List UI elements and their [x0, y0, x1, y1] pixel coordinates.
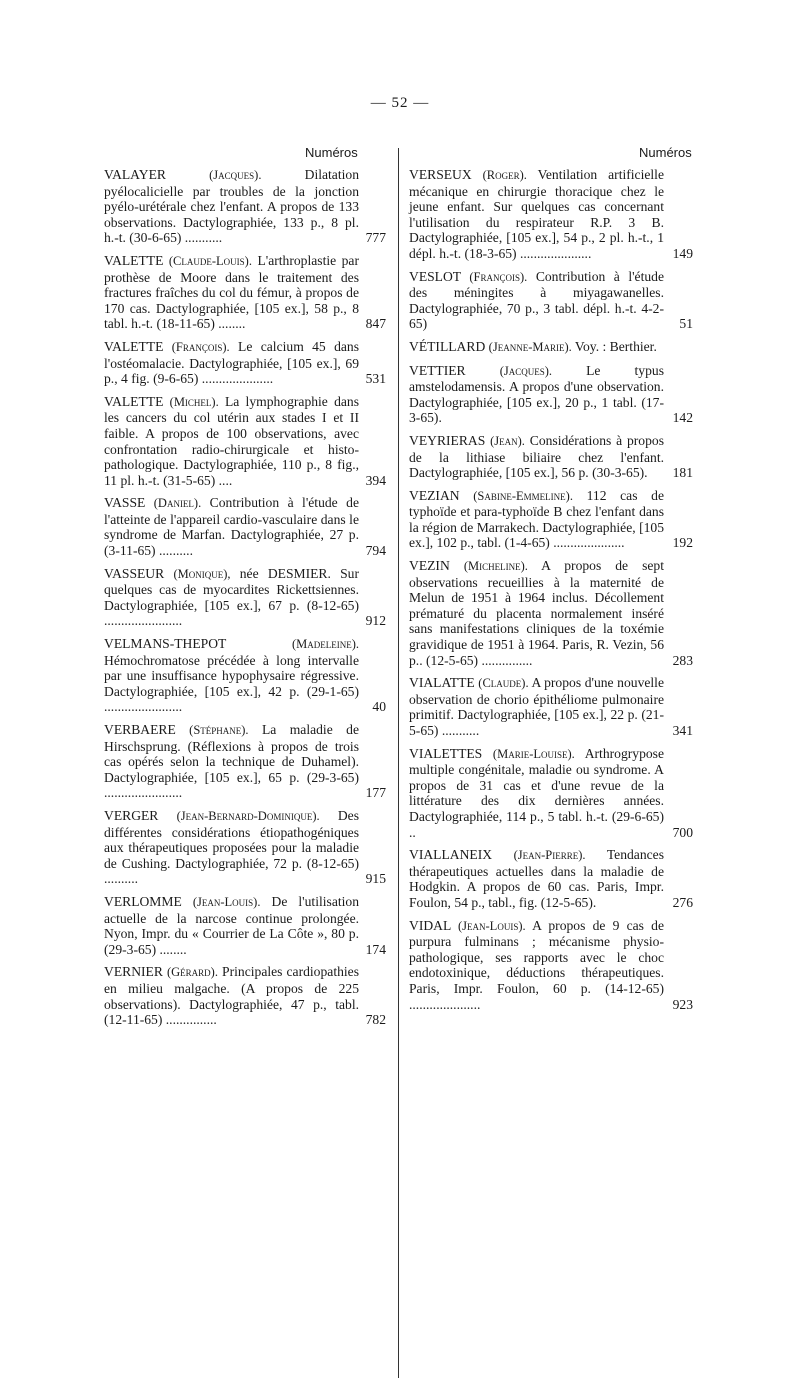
thesis-number: 181: [672, 465, 693, 481]
entry-text: [409, 675, 664, 738]
thesis-description: Contribution à l'étude de l'atteinte de l'appareil cardio-vasculaire dans le syndrome de Marfan. Dactylographiée, 27 p. (3-11-65) ..........: [104, 495, 359, 559]
author-surname: VIALATTE: [409, 675, 475, 691]
thesis-description: Ventilation artificielle mécanique en chirurgie thoracique chez le jeune enfant. Sur quelques cas concernant l'utilisation du respirateur R.P. 3 B. Dactylographiée, [105 ex.], 54 p., 2 pl. h.-t., 1 dépl. h.-t. (18-3-65) .....................: [409, 167, 664, 261]
author-forename: (Gérard).: [166, 965, 218, 980]
bibliography-entry: [409, 746, 693, 841]
author-surname: VERNIER: [104, 964, 163, 980]
author-surname: VELMANS-THEPOT: [104, 636, 227, 652]
author-forename: (Jean-Louis).: [458, 918, 526, 933]
author-forename: (Sabine-Emmeline).: [473, 488, 573, 503]
author-surname: VERSEUX: [409, 167, 472, 182]
author-forename: (Monique),: [173, 566, 231, 581]
bibliography-entry: [104, 167, 386, 246]
thesis-number: 847: [365, 316, 386, 332]
thesis-description: Voy. : Berthier.: [574, 338, 657, 354]
bibliography-entry: [409, 558, 693, 668]
thesis-number: 923: [672, 996, 693, 1012]
entry-text: [104, 394, 359, 489]
thesis-description: A propos de 9 cas de purpura fulminans ; mécanisme physio-pathologique, ses rapports avec le choc endotoxinique, déductions thérapeutiques. Paris, Impr. Foulon, 60 p. (14-12-65) .....................: [409, 917, 665, 1012]
entry-text: [409, 488, 664, 551]
entry-text: [409, 339, 664, 356]
thesis-number: 782: [365, 1012, 386, 1028]
thesis-number: 794: [365, 543, 386, 559]
thesis-description: Principales cardiopathies en milieu malgache. (A propos de 225 observations). Dactylographiée, 47 p., tabl. (12-11-65) ...............: [104, 964, 359, 1028]
author-forename: (Claude).: [478, 676, 529, 691]
bibliography-entry: [409, 433, 693, 481]
thesis-description: née DESMIER. Sur quelques cas de myocardites Rickettsiennes. Dactylographiée, [105 ex.], 67 p. (8-12-65) .......................: [104, 565, 359, 629]
column-divider: [398, 148, 399, 1378]
author-surname: VEZIN: [409, 558, 450, 574]
thesis-number: 341: [672, 723, 693, 738]
thesis-number: 283: [672, 652, 693, 668]
entry-text: [104, 636, 359, 715]
entry-text: [104, 167, 359, 246]
bibliography-entry: [104, 722, 386, 801]
page-number: — 52 —: [370, 95, 430, 111]
entry-text: [104, 253, 359, 332]
bibliography-entry: [104, 808, 386, 887]
author-forename: (François).: [171, 339, 230, 354]
author-surname: VÉTILLARD: [409, 338, 486, 354]
thesis-description: La maladie de Hirschsprung. (Réflexions à propos de trois cas opérés selon la technique de Duhamel). Dactylographiée, [105 ex.], 65 p. (29-3-65) .......................: [104, 722, 359, 801]
bibliography-entry: [409, 918, 693, 1013]
bibliography-entry: [104, 964, 386, 1027]
author-surname: VIALETTES: [409, 745, 483, 761]
author-surname: VIALLANEIX: [409, 847, 493, 863]
left-column-heading: Numéros: [305, 145, 358, 160]
bibliography-entry: [104, 495, 386, 558]
thesis-description: La lymphographie dans les cancers du col utérin aux stades I et II faible. A propos de 100 observations, avec confrontation radio-chirurgicale et histo-pathologique. Dactylographiée, 110 p., 8 fig., 11 pl. h.-t. (31-5-65) ....: [104, 393, 359, 488]
bibliography-entry: [409, 339, 693, 356]
entry-text: [409, 847, 664, 910]
bibliography-entry: [104, 566, 386, 629]
thesis-number: 149: [672, 245, 693, 261]
author-surname: VASSEUR: [104, 565, 165, 581]
entry-text: [104, 339, 359, 387]
thesis-description: 112 cas de typhoïde et para-typhoïde B chez l'enfant dans la région de Marrakech. Dactylographiée, [105 ex.], 102 p., tabl. (1-4-65) .....................: [409, 487, 664, 551]
thesis-number: 394: [365, 472, 386, 488]
author-surname: VALETTE: [104, 338, 164, 354]
left-column: [104, 167, 386, 1035]
thesis-number: 276: [672, 894, 693, 910]
bibliography-entry: [409, 847, 693, 910]
entry-text: [409, 918, 664, 1013]
entry-text: [104, 964, 359, 1027]
entry-text: [409, 746, 664, 841]
entry-text: [104, 894, 359, 957]
thesis-number: 777: [365, 230, 386, 246]
bibliography-entry: [104, 894, 386, 957]
author-surname: VEZIAN: [409, 487, 460, 503]
thesis-number: 174: [365, 941, 386, 957]
thesis-description: Hémochromatose précédée à long intervalle par une insuffisance hypophysaire régressive. Dactylographiée, [105 ex.], 42 p. (29-1-65) .......................: [104, 652, 359, 715]
author-surname: VIDAL: [409, 917, 451, 933]
thesis-description: Le calcium 45 dans l'ostéomalacie. Dactylographiée, [105 ex.], 69 p., 4 fig. (9-6-65) .....................: [104, 338, 359, 387]
thesis-number: 177: [365, 785, 386, 801]
author-surname: VERBAERE: [104, 722, 176, 737]
author-forename: (Madeleine).: [291, 637, 359, 652]
thesis-number: 531: [365, 371, 386, 387]
bibliography-entry: [409, 488, 693, 551]
author-forename: (Micheline).: [463, 559, 528, 574]
bibliography-entry: [104, 253, 386, 332]
right-column-heading: Numéros: [639, 145, 692, 160]
author-forename: (Roger).: [482, 168, 527, 182]
entry-text: [104, 722, 359, 801]
author-forename: (Jean-Louis).: [192, 894, 261, 909]
entry-text: [409, 363, 664, 426]
author-surname: VASSE: [104, 495, 146, 511]
author-forename: (Claude-Louis).: [168, 253, 252, 268]
thesis-description: L'arthroplastie par prothèse de Moore dans le traitement des fractures fraîches du col du fémur, à propos de 170 cas. Dactylographiée, [105 ex.], 58 p., 8 tabl. h.-t. (18-11-65) ........: [104, 252, 359, 332]
entry-text: [104, 495, 359, 558]
right-column: [409, 167, 693, 1019]
author-forename: (Jean-Bernard-Dominique).: [176, 808, 320, 823]
author-forename: (Daniel).: [153, 496, 202, 511]
entry-text: [409, 167, 664, 262]
author-surname: VALETTE: [104, 252, 164, 268]
thesis-number: 915: [365, 871, 386, 887]
author-surname: VALETTE: [104, 393, 164, 409]
thesis-description: Des différentes considérations étiopathogéniques aux thérapeutiques proposées pour la maladie de Cushing. Dactylographiée, 72 p. (8-12-65) ..........: [104, 807, 359, 887]
thesis-description: Contribution à l'étude des méningites à miyagawanelles. Dactylographiée, 70 p., 3 tabl. dépl. h.-t. 4-2-65): [409, 268, 664, 332]
author-forename: (Jacques).: [209, 168, 262, 182]
author-surname: VERGER: [104, 807, 159, 823]
thesis-description: Arthrogrypose multiple congénitale, maladie ou syndrome. A propos de 31 cas et d'une revue de la littérature des dix dernières années. Dactylographiée, 114 p., 5 tabl. h.-t. (29-6-65) ..: [409, 745, 664, 840]
entry-text: [409, 558, 664, 668]
bibliography-entry: [409, 675, 693, 738]
thesis-number: 700: [672, 824, 693, 840]
bibliography-entry: [409, 363, 693, 426]
author-forename: (Stéphane).: [189, 723, 249, 737]
thesis-description: Considérations à propos de la lithiase biliaire chez l'enfant. Dactylographiée, [105 ex.], 56 p. (30-3-65).: [409, 432, 664, 481]
author-forename: (François).: [469, 269, 528, 284]
bibliography-entry: [104, 394, 386, 489]
entry-text: [409, 433, 664, 481]
thesis-number: 912: [365, 613, 386, 629]
author-forename: (Jacques).: [499, 363, 553, 378]
thesis-description: A propos de sept observations recueillies à la maternité de Melun de 1951 à 1964 inclus. Décollement prématuré du placenta normalement inséré sans manifestations cliniques de la toxémie gravidique de 1951 à 1964. Paris, R. Vezin, 56 p.. (12-5-65) ...............: [409, 558, 665, 668]
thesis-description: Dilatation pyélocalicielle par troubles de la jonction pyélo-urétérale chez l'enfant. A propos de 133 observations. Dactylographiée, 133 p., 8 pl. h.-t. (30-6-65) ...........: [104, 167, 359, 246]
author-forename: (Michel).: [169, 394, 219, 409]
author-surname: VALAYER: [104, 167, 166, 182]
author-forename: (Jeanne-Marie).: [488, 339, 572, 354]
entry-text: [409, 269, 664, 332]
bibliography-entry: [104, 339, 386, 387]
thesis-description: A propos d'une nouvelle observation de chorio épithéliome pulmonaire primitif. Dactylographiée, [105 ex.], 22 p. (21-5-65) ...........: [409, 675, 664, 738]
author-forename: (Marie-Louise).: [492, 746, 575, 761]
author-surname: VEYRIERAS: [409, 432, 486, 448]
entry-text: [104, 566, 359, 629]
thesis-description: De l'utilisation actuelle de la narcose continue prolongée. Nyon, Impr. du « Courrier de La Côte », 80 p. (29-3-65) ........: [104, 893, 360, 957]
author-surname: VESLOT: [409, 268, 461, 284]
author-forename: (Jean).: [490, 433, 525, 448]
bibliography-entry: [409, 167, 693, 262]
author-forename: (Jean-Pierre).: [513, 848, 586, 863]
entry-text: [104, 808, 359, 887]
thesis-number: 142: [672, 410, 693, 426]
thesis-description: Tendances thérapeutiques actuelles dans la maladie de Hodgkin. A propos de 60 cas. Paris, Impr. Foulon, 54 p., tabl., fig. (12-5-65).: [409, 847, 664, 910]
author-surname: VERLOMME: [104, 893, 182, 909]
thesis-number: 192: [672, 535, 693, 551]
bibliography-entry: [104, 636, 386, 715]
thesis-description: Le typus amstelodamensis. A propos d'une observation. Dactylographiée, [105 ex.], 20 p., 1 tabl. (17-3-65).: [409, 362, 664, 426]
author-surname: VETTIER: [409, 362, 466, 378]
bibliography-entry: [409, 269, 693, 332]
thesis-number: 40: [372, 699, 386, 715]
thesis-number: 51: [679, 316, 693, 332]
